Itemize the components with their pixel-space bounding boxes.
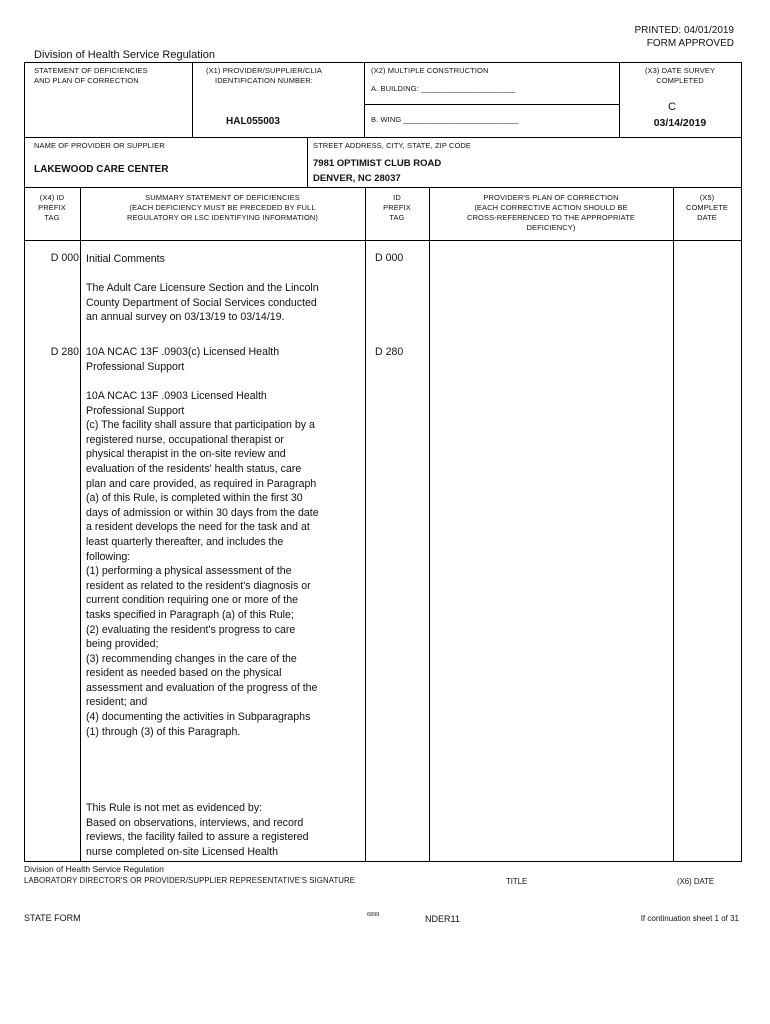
plan-header: PROVIDER'S PLAN OF CORRECTION (EACH CORRECTIVE ACTION SHOULD BE CROSS-REFERENCED TO THE APPROPRIATE DEFICIENCY) [467, 193, 635, 232]
building-line: A. BUILDING: ______________________ [371, 84, 516, 93]
summary-header: SUMMARY STATEMENT OF DEFICIENCIES (EACH DEFICIENCY MUST BE PRECEDED BY FULL REGULATORY OR LSC IDENTIFYING INFORMATION) [126, 193, 319, 222]
address [313, 156, 441, 186]
statement-label: STATEMENT OF DEFICIENCIES AND PLAN OF CORRECTION [34, 66, 148, 85]
title-label: TITLE [506, 877, 528, 886]
wing-line: B. WING ___________________________ [371, 115, 519, 124]
event-id: NDER11 [425, 914, 460, 924]
address-line-1: 7981 OPTIMIST CLUB ROAD [313, 158, 442, 169]
form-number: 6899 [367, 912, 380, 918]
provider-label: NAME OF PROVIDER OR SUPPLIER [34, 141, 165, 150]
x2-label: (X2) MULTIPLE CONSTRUCTION [371, 66, 489, 75]
x5-header: (X5) COMPLETE DATE [685, 193, 729, 222]
x3-code: C [668, 101, 676, 113]
x6-date-label: (X6) DATE [677, 877, 715, 886]
d280-body: 10A NCAC 13F .0903 Licensed Health Professional Support (c) The facility shall assure that participation by a registered nurse, occupational therapist or physical therapist in the on-site review and evaluation of the residents' health status, care plan and care provided, as required in Paragraph (a) of this Rule, is completed within the first 30 days of admission or within 30 days from the date a resident develops the need for the task and at least quarterly thereafter, and includes the following: (1) performing a physical assessment of the resident as related to the resident's diagnosis or current condition requiring one or more of the tasks specified in Paragraph (a) of this Rule; (2) evaluating the resident's progress to care being provided; (3) recommending changes in the care of the resident as needed based on the physical assessment and evaluation of the progress of the resident; and (4) documenting the activities in Subparagraphs (1) through (3) of this Paragraph. [86, 390, 319, 738]
d280-finding: This Rule is not met as evidenced by: Based on observations, interviews, and record reviews, the facility failed to assure a registered nurse completed on-site Licensed Health [86, 802, 309, 858]
form-approved: FORM APPROVED [646, 38, 734, 49]
x4-header: (X4) ID PREFIX TAG [38, 193, 66, 222]
d000-tag: D 000 [50, 252, 79, 264]
signature-label: LABORATORY DIRECTOR'S OR PROVIDER/SUPPLIER REPRESENTATIVE'S SIGNATURE [24, 876, 356, 885]
d000-body: The Adult Care Licensure Section and the Lincoln County Department of Social Services conducted an annual survey on 03/13/19 to 03/14/19. [86, 282, 319, 324]
continuation-sheet: If continuation sheet 1 of 31 [640, 914, 739, 923]
printed-header [635, 24, 735, 50]
d000-title: Initial Comments [86, 253, 165, 265]
address-line-2: DENVER, NC 28037 [313, 173, 401, 184]
x3-label: (X3) DATE SURVEY COMPLETED [644, 66, 716, 85]
division-title: Division of Health Service Regulation [34, 49, 215, 61]
state-form: STATE FORM [24, 913, 81, 923]
x1-value: HAL055003 [226, 116, 280, 127]
footer-division: Division of Health Service Regulation [24, 864, 164, 874]
x3-date: 03/14/2019 [653, 117, 707, 129]
d000-tag-right: D 000 [375, 252, 404, 264]
x1-label: (X1) PROVIDER/SUPPLIER/CLIA IDENTIFICATION NUMBER: [205, 66, 323, 85]
d280-title: 10A NCAC 13F .0903(c) Licensed Health Professional Support [86, 346, 280, 373]
provider-name: LAKEWOOD CARE CENTER [34, 164, 169, 175]
address-label: STREET ADDRESS, CITY, STATE, ZIP CODE [313, 141, 472, 150]
d280-tag: D 280 [50, 346, 79, 358]
id-header: ID PREFIX TAG [383, 193, 411, 222]
printed-date: PRINTED: 04/01/2019 [634, 25, 734, 36]
d280-tag-right: D 280 [375, 346, 404, 358]
